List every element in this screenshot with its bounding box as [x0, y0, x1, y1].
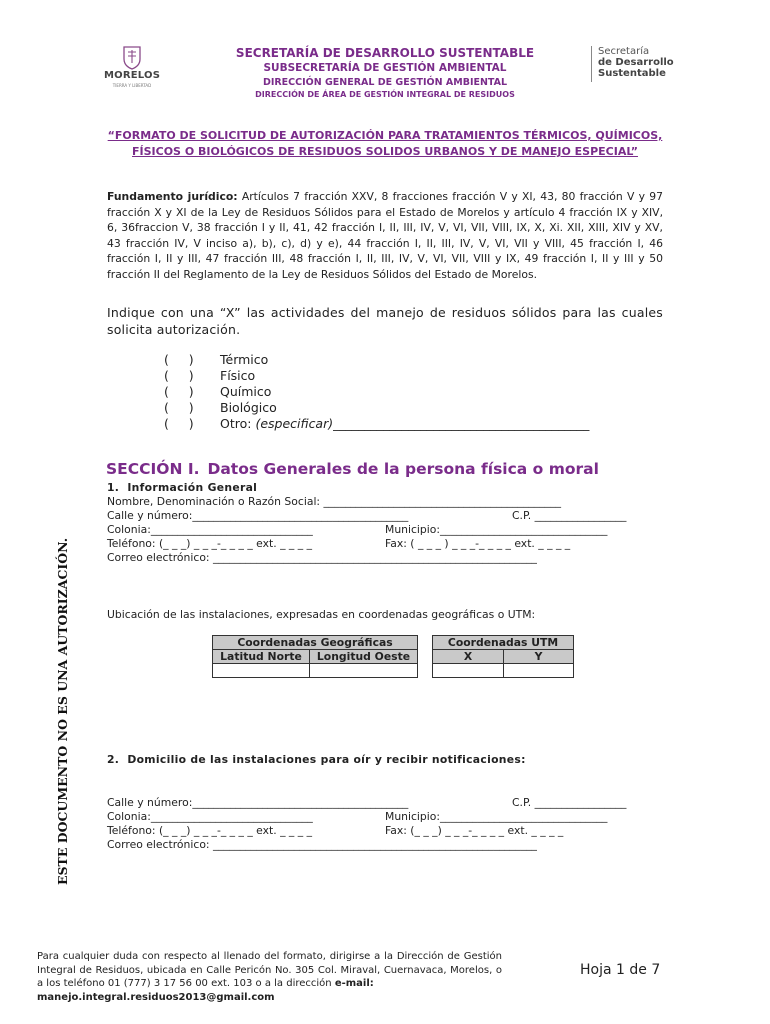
- utm-table-header: Coordenadas UTM: [433, 636, 574, 650]
- option-checkbox[interactable]: ( ): [164, 384, 194, 399]
- utm-y-input-cell[interactable]: [504, 664, 574, 678]
- calle-field[interactable]: Calle y número:________________________________________: [107, 509, 409, 522]
- activity-options: [164, 352, 589, 432]
- footer-text: Para cualquier duda con respecto al llenado del formato, dirigirse a la Dirección de Gestión Integral de Residuos, ubicada en Calle Pericón No. 305 Col. Miraval, Cuernavaca, Morelos, o a los teléfono 01 (777) 3 17 56 00 ext. 103 o a la dirección: [37, 951, 502, 989]
- fundamento-text: Artículos 7 fracción XXV, 8 fracciones fracción V y XI, 43, 80 fracción V y 97 fracción X y XI de la Ley de Residuos Sólidos para el Estado de Morelos y artículo 4 fracción IX y XIV, 6, 36fraccion V, 38 fracción I y II, 41, 42 fracción I, II, III, IV, V, VI, VII, VIII, IX, X, Xi. XII, XIII, XIV y XV, 43 fracción IV, V inciso a), b), c), d) y e), 44 fracción I, II, III, IV, V, VI, VII y VIII, 45 fracción I, 46 fracción I, II y III, 47 fracción III, 48 fracción I, II, III, IV, V, VI, VII, VIII y IX, 49 fracción I, II y III y 50 fracción II del Reglamento de la Ley de Residuos Sólidos del Estado de Morelos.: [107, 190, 663, 281]
- option-label: Físico: [220, 368, 256, 383]
- option-label: Térmico: [220, 352, 269, 367]
- option-checkbox[interactable]: ( ): [164, 416, 194, 431]
- fundamento-juridico: [107, 189, 663, 282]
- dom-telefono-field[interactable]: Teléfono: (_ _ _) _ _ _-_ _ _ _ ext. _ _ _ _: [107, 824, 312, 837]
- section-number: SECCIÓN I.: [106, 460, 200, 478]
- section-1-heading: [106, 460, 599, 478]
- dom-municipio-field[interactable]: Municipio:_______________________________: [385, 810, 608, 823]
- colonia-field[interactable]: Colonia:______________________________: [107, 523, 313, 536]
- latitud-input-cell[interactable]: [213, 664, 310, 678]
- logo-right-line2: de Desarrollo: [598, 57, 674, 68]
- footer-email-label: e-mail:: [334, 978, 374, 989]
- dom-calle-field[interactable]: Calle y número:________________________________________: [107, 796, 409, 809]
- logo-right-line3: Sustentable: [598, 68, 666, 79]
- utm-x-input-cell[interactable]: [433, 664, 504, 678]
- header-subsecretaria: SUBSECRETARÍA DE GESTIÓN AMBIENTAL: [263, 62, 507, 74]
- option-quimico: [164, 384, 589, 400]
- nombre-field[interactable]: Nombre, Denominación o Razón Social: ____________________________________________: [107, 495, 562, 508]
- geo-col-longitud: Longitud Oeste: [310, 650, 418, 664]
- ubicacion-text: Ubicación de las instalaciones, expresadas en coordenadas geográficas o UTM:: [107, 608, 536, 621]
- utm-col-y: Y: [504, 650, 574, 664]
- logo-right-line1: Secretaría: [598, 46, 650, 57]
- fundamento-label: Fundamento jurídico:: [107, 190, 238, 203]
- domicilio-heading: 2. Domicilio de las instalaciones para oír y recibir notificaciones:: [107, 753, 526, 766]
- option-especificar: (especificar): [255, 416, 334, 431]
- morelos-seal-icon: [121, 44, 143, 70]
- telefono-field[interactable]: Teléfono: (_ _ _) _ _ _-_ _ _ _ ext. _ _ _ _: [107, 537, 312, 550]
- longitud-input-cell[interactable]: [310, 664, 418, 678]
- option-otro: [164, 416, 589, 432]
- info-general-heading: 1. Información General: [107, 481, 258, 494]
- option-label: Químico: [220, 384, 272, 399]
- header-direccion-area: DIRECCIÓN DE ÁREA DE GESTIÓN INTEGRAL DE RESIDUOS: [255, 90, 515, 99]
- option-checkbox[interactable]: ( ): [164, 368, 194, 383]
- morelos-logo: [104, 44, 160, 92]
- dom-correo-field[interactable]: Correo electrónico: ____________________________________________________________: [107, 838, 537, 851]
- footer-email-link[interactable]: manejo.integral.residuos2013@gmail.com: [37, 991, 275, 1003]
- form-title: “FORMATO DE SOLICITUD DE AUTORIZACIÓN PARA TRATAMIENTOS TÉRMICOS, QUÍMICOS, FÍSICOS O BIOLÓGICOS DE RESIDUOS SOLIDOS URBANOS Y DE MANEJO ESPECIAL”: [107, 129, 663, 158]
- logo-text: MORELOS: [104, 70, 161, 81]
- dom-colonia-field[interactable]: Colonia:______________________________: [107, 810, 313, 823]
- option-biologico: [164, 400, 589, 416]
- option-label: Otro:: [220, 416, 256, 431]
- logo-tagline: TIERRA Y LIBERTAD: [112, 83, 152, 88]
- vertical-disclaimer: ESTE DOCUMENTO NO ES UNA AUTORIZACIÓN.: [55, 537, 70, 885]
- option-otro-line[interactable]: _________________________________________: [333, 416, 590, 431]
- utm-col-x: X: [433, 650, 504, 664]
- geo-col-latitud: Latitud Norte: [213, 650, 310, 664]
- geo-coordinates-table: [212, 635, 418, 678]
- option-checkbox[interactable]: ( ): [164, 400, 194, 415]
- municipio-field[interactable]: Municipio:_______________________________: [385, 523, 608, 536]
- section-title: Datos Generales de la persona física o moral: [207, 460, 599, 478]
- instruction-text: Indique con una “X” las actividades del manejo de residuos sólidos para las cuales solicita autorización.: [107, 305, 663, 337]
- option-termico: [164, 352, 589, 368]
- dom-cp-field[interactable]: C.P. _________________: [512, 796, 627, 809]
- option-label: Biológico: [220, 400, 277, 415]
- utm-coordinates-table: [432, 635, 574, 678]
- dom-fax-field[interactable]: Fax: (_ _ _) _ _ _-_ _ _ _ ext. _ _ _ _: [385, 824, 564, 837]
- header-secretaria: SECRETARÍA DE DESARROLLO SUSTENTABLE: [235, 46, 535, 60]
- fax-field[interactable]: Fax: ( _ _ _ ) _ _ _-_ _ _ _ ext. _ _ _ _: [385, 537, 571, 550]
- footer-contact: [37, 950, 502, 1004]
- geo-table-header: Coordenadas Geográficas: [213, 636, 418, 650]
- option-fisico: [164, 368, 589, 384]
- option-checkbox[interactable]: ( ): [164, 352, 194, 367]
- cp-field[interactable]: C.P. _________________: [512, 509, 627, 522]
- secretaria-logo: [591, 46, 708, 82]
- correo-field[interactable]: Correo electrónico: ____________________________________________________________: [107, 551, 537, 564]
- page-number: Hoja 1 de 7: [580, 962, 661, 978]
- header-direccion-general: DIRECCIÓN GENERAL DE GESTIÓN AMBIENTAL: [262, 77, 508, 88]
